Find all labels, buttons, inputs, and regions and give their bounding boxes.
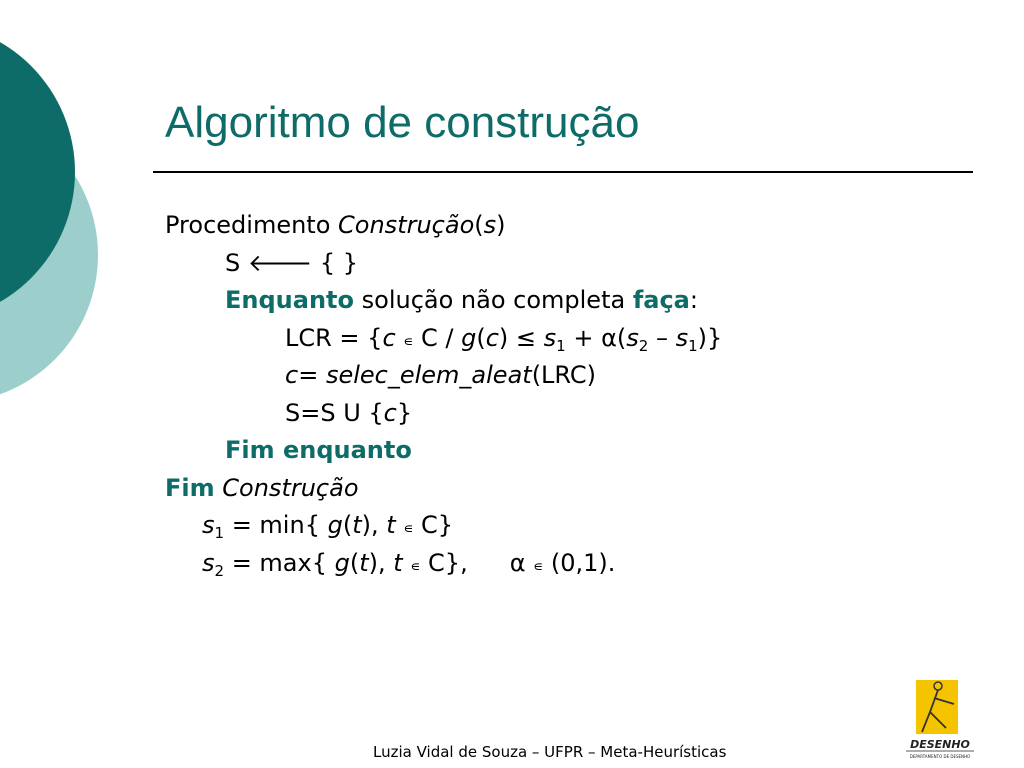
procedure-header: Procedimento Construção(s): [165, 211, 506, 239]
init-line: S 🡐 { }: [225, 249, 359, 277]
s1-definition: $s_1 = \min${ g(t), t ∊ C}: [202, 511, 454, 542]
end-procedure-line: Fim Construção: [165, 474, 359, 502]
do-keyword: faça: [632, 286, 690, 314]
while-line: Enquanto solução não completa faça:: [225, 286, 698, 314]
s2-definition: $s_2 = \max${ g(t), t ∊ C}, α ∊ (0,1).: [202, 549, 616, 580]
title-divider: [153, 171, 973, 173]
slide-title: Algoritmo de construção: [165, 98, 640, 147]
footer-text: Luzia Vidal de Souza – UFPR – Meta-Heurísticas: [373, 743, 727, 761]
end-keyword: Fim: [165, 474, 215, 502]
decorative-circles: [0, 0, 110, 400]
union-line: S=S U {c}: [285, 399, 413, 427]
end-while-line: Fim enquanto: [225, 436, 412, 464]
svg-text:DEPARTAMENTO DE DESENHO: DEPARTAMENTO DE DESENHO: [909, 754, 971, 759]
svg-text:DESENHO: DESENHO: [910, 738, 970, 751]
lcr-line: LCR = {c ∊ $C / g(c) \le s_1 + \alpha(s_2 - s_1)$}: [285, 324, 723, 355]
select-line: c= selec_elem_aleat(LRC): [285, 361, 597, 389]
while-keyword: Enquanto: [225, 286, 354, 314]
desenho-logo: [900, 678, 980, 762]
